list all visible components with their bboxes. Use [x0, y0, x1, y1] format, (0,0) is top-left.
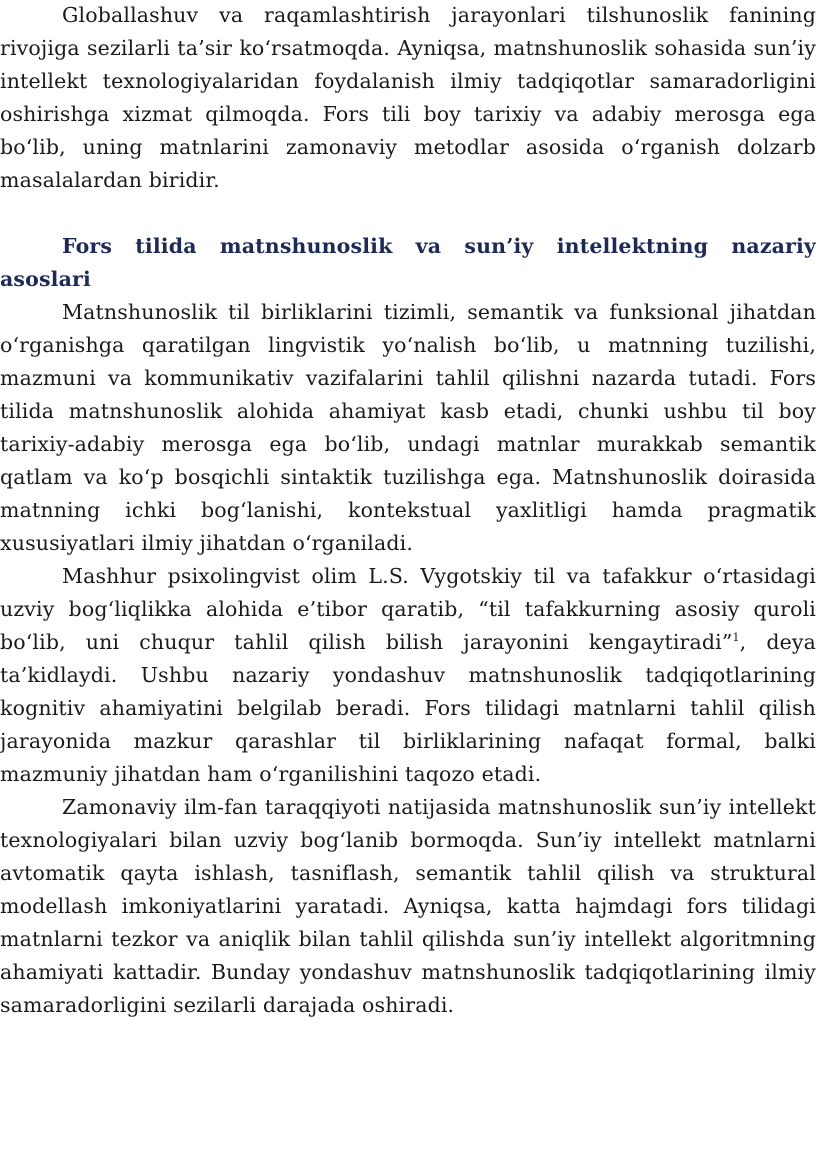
- footnote-marker: 1: [732, 631, 740, 645]
- body-paragraph-vygotsky: [0, 560, 816, 791]
- body-paragraph-matnshunoslik: Matnshunoslik til birliklarini tizimli, semantik va funksional jihatdan o‘rganishga qaratilgan lingvistik yo‘nalish bo‘lib, u matnning tuzilishi, mazmuni va kommunikativ vazifalarini tahlil qilishni nazarda tutadi. Fors tilida matnshunoslik alohida ahamiyat kasb etadi, chunki ushbu til boy tarixiy-adabiy merosga ega bo‘lib, undagi matnlar murakkab semantik qatlam va ko‘p bosqichli sintaktik tuzilishga ega. Matnshunoslik doirasida matnning ichki bog‘lanishi, kontekstual yaxlitligi hamda pragmatik xususiyatlari ilmiy jihatdan o‘rganiladi.: [0, 300, 816, 555]
- body-paragraph-ai: Zamonaviy ilm-fan taraqqiyoti natijasida matnshunoslik sun’iy intellekt texnologiyalari bilan uzviy bog‘lanib bormoqda. Sun’iy intellekt matnlarni avtomatik qayta ishlash, tasniflash, semantik tahlil qilish va struktural modellash imkoniyatlarini yaratadi. Ayniqsa, katta hajmdagi fors tilidagi matnlarni tezkor va aniqlik bilan tahlil qilishda sun’iy intellekt algoritmning ahamiyati kattadir. Bunday yondashuv matnshunoslik tadqiqotlarining ilmiy samaradorligini sezilarli darajada oshiradi.: [0, 795, 816, 1017]
- intro-paragraph: Globallashuv va raqamlashtirish jarayonlari tilshunoslik fanining rivojiga sezilarli ta’sir ko‘rsatmoqda. Ayniqsa, matnshunoslik sohasida sun’iy intellekt texnologiyalaridan foydalanish ilmiy tadqiqotlar samaradorligini oshirishga xizmat qilmoqda. Fors tili boy tarixiy va adabiy merosga ega bo‘lib, uning matnlarini zamonaviy metodlar asosida o‘rganish dolzarb masalalardan biridir.: [0, 3, 816, 192]
- vygotsky-text-after: , deya ta’kidlaydi. Ushbu nazariy yondashuv matnshunoslik tadqiqotlarining kognitiv ahamiyatini belgilab beradi. Fors tilidagi matnlarni tahlil qilish jarayonida mazkur qarashlar til birliklarining nafaqat formal, balki mazmuniy jihatdan ham o‘rganilishini taqozo etadi.: [0, 630, 816, 786]
- vygotsky-text-before: Mashhur psixolingvist olim L.S. Vygotskiy til va tafakkur o‘rtasidagi uzviy bog‘liqlikka alohida e’tibor qaratib, “til tafakkurning asosiy quroli bo‘lib, uni chuqur tahlil qilish bilish jarayonini kengaytiradi”: [0, 564, 816, 654]
- section-heading: Fors tilida matnshunoslik va sun’iy intellektning nazariy asoslari: [0, 234, 816, 291]
